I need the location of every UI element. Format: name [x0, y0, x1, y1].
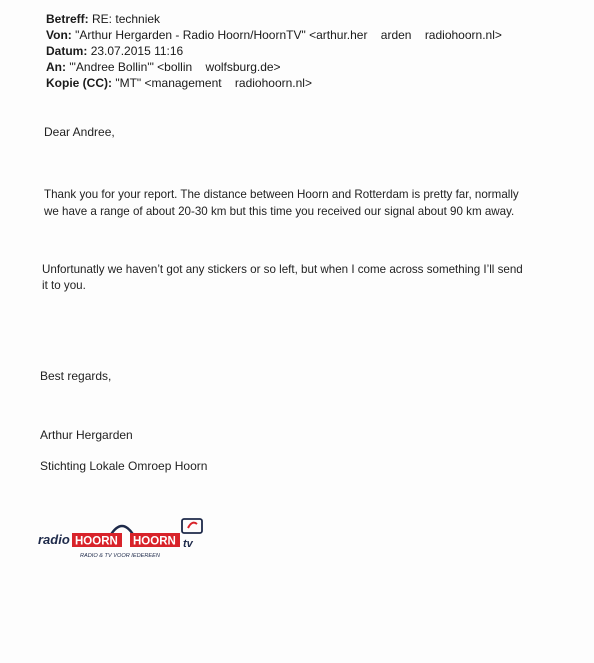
an-label: An:	[46, 60, 66, 74]
logo-hoorn-box-1: HOORN	[75, 535, 118, 548]
an-value: "'Andree Bollin'" <bollin wolfsburg.de>	[69, 60, 281, 74]
datum-value: 23.07.2015 11:16	[90, 44, 184, 58]
paragraph-1-line-2: we have a range of about 20-30 km but this time you received our signal about 90 km away.	[44, 205, 515, 218]
kopie-label: Kopie (CC):	[46, 76, 112, 90]
datum-label: Datum:	[46, 44, 88, 58]
header-datum	[46, 44, 183, 58]
von-label: Von:	[46, 28, 72, 42]
paragraph-1-line-1: Thank you for your report. The distance between Hoorn and Rotterdam is pretty far, normally	[44, 188, 519, 201]
kopie-value: "MT" <management radiohoorn.nl>	[115, 76, 312, 90]
greeting: Dear Andree,	[44, 125, 115, 139]
logo-hoorn-box-2: HOORN	[133, 535, 176, 548]
signature-org: Stichting Lokale Omroep Hoorn	[40, 459, 208, 473]
header-betreff	[46, 12, 160, 26]
von-value: "Arthur Hergarden - Radio Hoorn/HoornTV" <arthur.her arden radiohoorn.nl>	[75, 28, 502, 42]
header-von	[46, 28, 502, 42]
logo-tagline: RADIO & TV VOOR IEDEREEN	[80, 553, 160, 559]
header-kopie	[46, 76, 312, 90]
betreff-label: Betreff:	[46, 12, 89, 26]
paragraph-2-line-1: Unfortunatly we haven’t got any stickers or so left, but when I come across something I’ll send	[42, 263, 523, 276]
betreff-value: RE: techniek	[92, 12, 161, 26]
radio-hoorn-logo	[38, 514, 218, 562]
logo-radio-text: radio	[38, 532, 70, 547]
closing: Best regards,	[40, 369, 112, 383]
signature-name: Arthur Hergarden	[40, 428, 133, 442]
header-an	[46, 60, 281, 74]
tv-icon	[182, 519, 202, 533]
paragraph-2-line-2: it to you.	[42, 279, 86, 292]
logo-tv-text: tv	[183, 538, 193, 550]
